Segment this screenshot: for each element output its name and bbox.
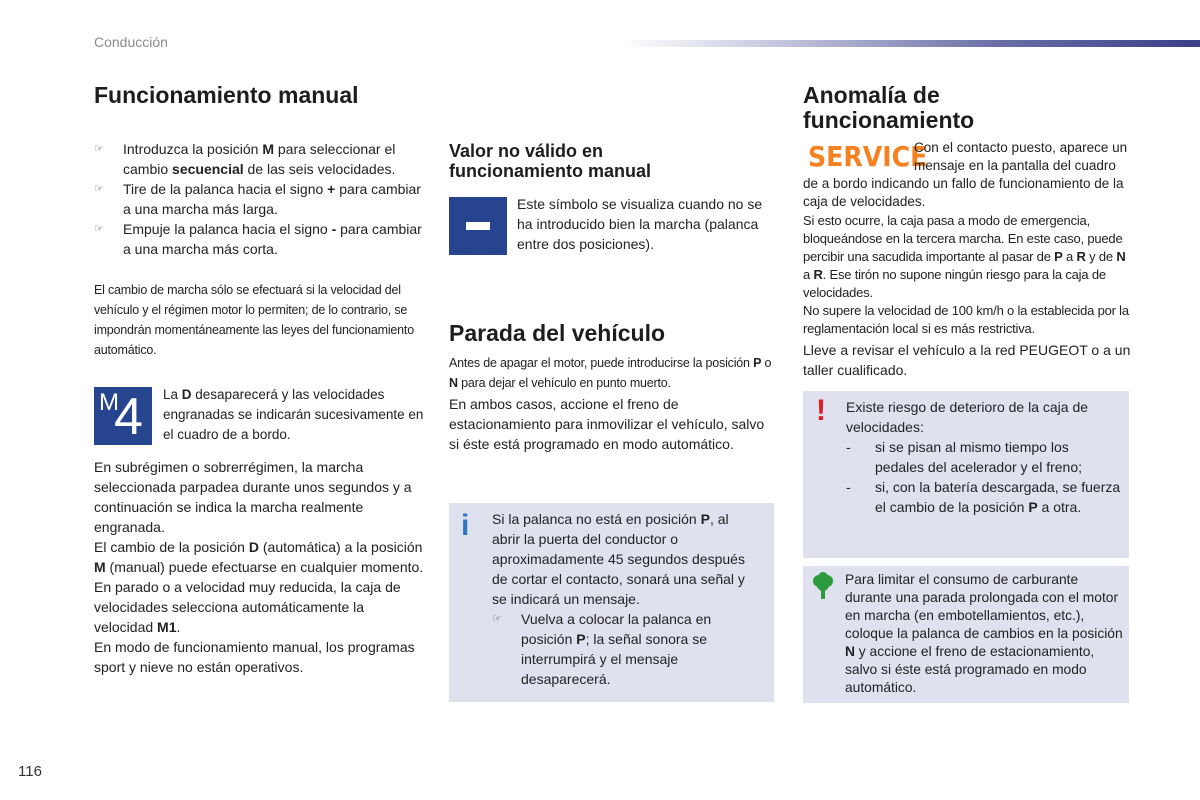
- section-title: Conducción: [94, 34, 168, 50]
- title-vehicle-stop: Parada del vehículo: [449, 320, 666, 346]
- minus-symbol-icon: [449, 197, 507, 255]
- paragraph: El cambio de la posición D (automática) a la posición M (manual) puede efectuarse en cualquier momento.: [94, 539, 424, 575]
- paragraph: Si esto ocurre, la caja pasa a modo de emergencia, bloqueándose en la tercera marcha. En este caso, puede percibir una sacudida importante al pasar de P a R y de N a R. Ese tirón no supone ningún riesgo para la caja de velocidades.: [803, 213, 1126, 300]
- hand-pointer-icon: ☞: [492, 613, 502, 625]
- manual-paragraphs: [94, 457, 424, 677]
- exclamation-warning-icon: !: [816, 394, 826, 427]
- m4-letter: M: [99, 389, 119, 416]
- eco-box: [803, 566, 1129, 703]
- info-box: [449, 503, 774, 702]
- list-item: ☞ Tire de la palanca hacia el signo + para cambiar a una marcha más larga.: [94, 181, 421, 217]
- list-item: - si se pisan al mismo tiempo los pedales del acelerador y el freno;: [846, 439, 1083, 475]
- paragraph: En parado o a velocidad muy reducida, la caja de velocidades selecciona automáticamente la velocidad M1.: [94, 579, 401, 635]
- stop-paragraph: En ambos casos, accione el freno de estacionamiento para inmovilizar el vehículo, salvo si éste está programado en modo automático.: [449, 396, 765, 452]
- info-bullet: [492, 609, 760, 689]
- paragraph: No supere la velocidad de 100 km/h o la establecida por la reglamentación local si es más restrictiva.: [803, 303, 1129, 336]
- hand-pointer-icon: ☞: [94, 223, 104, 235]
- paragraph: En subrégimen o sobrerrégimen, la marcha seleccionada parpadea durante unos segundos y a continuación se indica la marcha realmente engranada.: [94, 459, 412, 535]
- list-item: ☞ Empuje la palanca hacia el signo - para cambiar a una marcha más corta.: [94, 221, 422, 257]
- malfunction-small-text: [803, 212, 1133, 338]
- manual-note: El cambio de marcha sólo se efectuará si la velocidad del vehículo y el régimen motor lo permiten; de lo contrario, se impondrán momentáneamente las leyes del funcionamiento automático.: [94, 283, 414, 357]
- warning-list: [846, 437, 1121, 517]
- warning-box: [803, 391, 1129, 558]
- title-line: funcionamiento: [803, 107, 975, 133]
- paragraph: En modo de funcionamiento manual, los programas sport y nieve no están operativos.: [94, 639, 415, 675]
- header-gradient-bar: [620, 40, 1200, 47]
- title-manual-operation: Funcionamiento manual: [94, 82, 359, 108]
- manual-bullets: [94, 139, 424, 259]
- title-line: funcionamiento manual: [449, 161, 652, 181]
- eco-text: Para limitar el consumo de carburante durante una parada prolongada con el motor en marcha (en embotellamientos, etc.), coloque la palanca de cambios en la posición N y accione el freno de estacionamiento, salvo si éste está programado en modo automático.: [845, 572, 1123, 695]
- stop-small-text: Antes de apagar el motor, puede introducirse la posición P o N para dejar el vehículo en punto muerto.: [449, 356, 772, 390]
- paragraph: Existe riesgo de deterioro de la caja de velocidades:: [846, 399, 1089, 435]
- service-warning-icon: SERVICE: [808, 140, 928, 173]
- manual-bullet-list: [94, 139, 424, 259]
- info-text: Si la palanca no está en posición P, al abrir la puerta del conductor o aproximadamente 45 segundos después de cortar el contacto, sonará una señal y se indicará un mensaje.: [492, 511, 745, 607]
- hand-pointer-icon: ☞: [94, 143, 104, 155]
- tree-icon: [811, 572, 835, 600]
- title-line: Anomalía de: [803, 82, 940, 108]
- malfunction-paragraph: Lleve a revisar el vehículo a la red PEUGEOT o a un taller cualificado.: [803, 342, 1131, 378]
- warning-text: [846, 397, 1121, 517]
- service-description: Con el contacto puesto, aparece un mensaje en la pantalla del cuadro de a bordo indicando un fallo de funcionamiento de la caja de velocidades.: [803, 140, 1128, 209]
- page-number: 116: [18, 763, 42, 780]
- m4-description: La D desaparecerá y las velocidades engranadas se indicarán sucesivamente en el cuadro de a bordo.: [163, 387, 424, 442]
- m4-gear-display-icon: [94, 387, 152, 445]
- info-icon: i: [461, 509, 470, 542]
- m4-digit: 4: [114, 388, 143, 446]
- title-invalid-value: [449, 141, 651, 181]
- title-line: Valor no válido en: [449, 141, 604, 161]
- hand-pointer-icon: ☞: [94, 183, 104, 195]
- title-malfunction: [803, 83, 974, 133]
- list-item: - si, con la batería descargada, se fuerza el cambio de la posición P a otra.: [846, 479, 1121, 515]
- minus-description: Este símbolo se visualiza cuando no se ha introducido bien la marcha (palanca entre dos posiciones).: [517, 196, 763, 252]
- list-item: ☞ Introduzca la posición M para seleccionar el cambio secuencial de las seis velocidades.: [94, 141, 396, 177]
- list-item: ☞ Vuelva a colocar la palanca en posición P; la señal sonora se interrumpirá y el mensaje desaparecerá.: [492, 611, 712, 687]
